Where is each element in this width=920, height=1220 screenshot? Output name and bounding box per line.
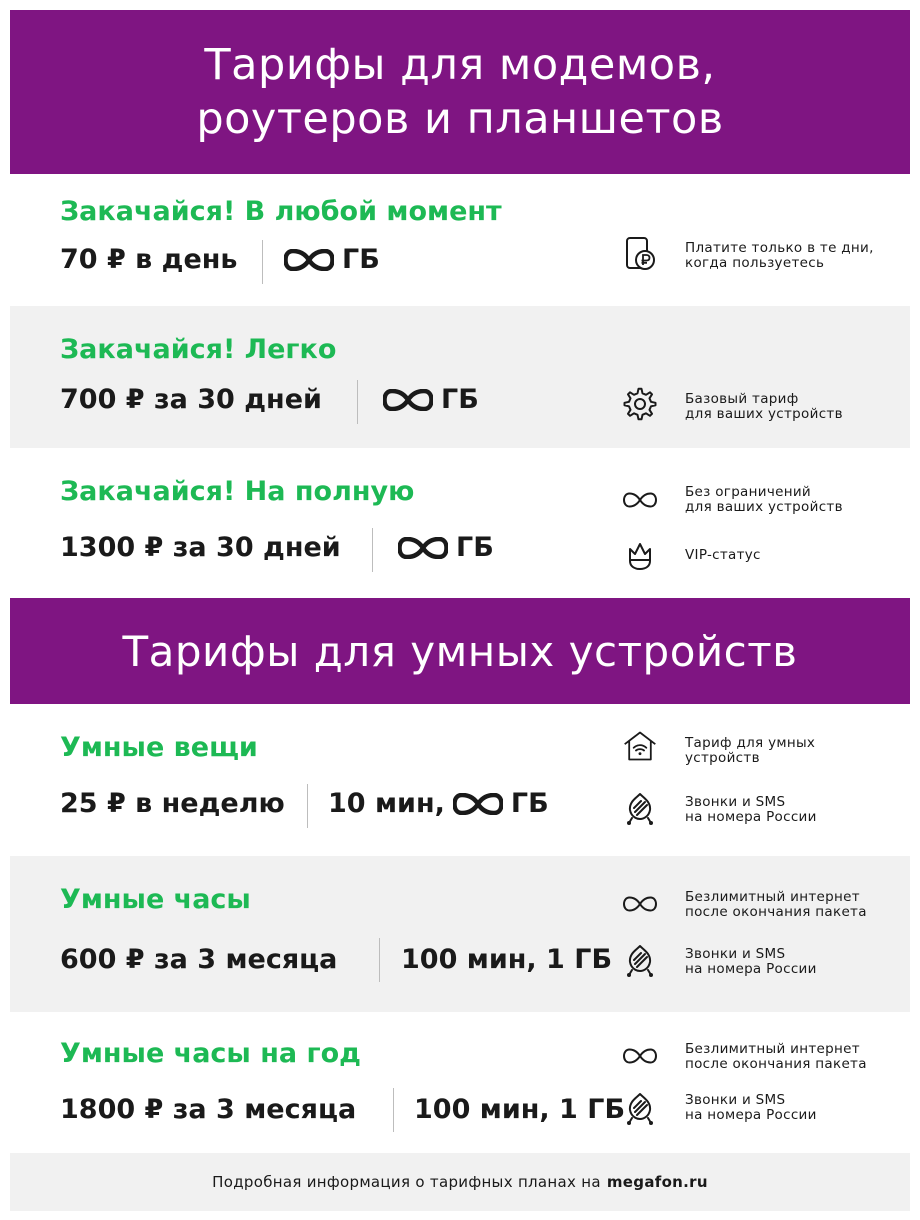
gear-icon	[622, 386, 658, 422]
infinity-icon	[622, 482, 658, 518]
tariff-price: 25 ₽ в неделю	[60, 788, 285, 819]
infinity-icon	[622, 886, 658, 922]
tariff-card-easy	[10, 306, 910, 448]
tariff-price: 700 ₽ за 30 дней	[60, 384, 322, 415]
crown-icon	[622, 537, 658, 573]
infinity-icon	[622, 1038, 658, 1074]
tariff-name: Умные часы на год	[60, 1038, 361, 1069]
infinity-icon	[398, 537, 448, 559]
divider	[357, 380, 358, 424]
tariff-volume: ГБ	[383, 384, 479, 415]
tariff-name: Умные вещи	[60, 732, 258, 763]
feature-text: Звонки и SMS на номера России	[685, 1092, 817, 1123]
tariff-volume: ГБ	[398, 532, 494, 563]
tariff-card-smart-things	[10, 704, 910, 856]
feature-text: Тариф для умных устройств	[685, 735, 816, 766]
phone-ruble-icon	[622, 236, 658, 272]
tariff-volume: 10 мин, ГБ	[328, 788, 549, 819]
infinity-icon	[453, 793, 503, 815]
tariff-volume: ГБ	[284, 244, 380, 275]
divider	[393, 1088, 394, 1132]
feature-text: Базовый тариф для ваших устройств	[685, 391, 843, 422]
tariff-price: 1800 ₽ за 3 месяца	[60, 1094, 357, 1125]
tariff-volume: 100 мин, 1 ГБ	[414, 1094, 626, 1125]
feature-text: Платите только в те дни, когда пользуетесь	[685, 240, 874, 271]
feature-text: Звонки и SMS на номера России	[685, 946, 817, 977]
infinity-icon	[383, 389, 433, 411]
section-title-line1: Тарифы для модемов,	[204, 40, 716, 90]
smart-home-icon	[622, 728, 658, 764]
section-banner-smart	[10, 598, 910, 704]
feature-text: Звонки и SMS на номера России	[685, 794, 817, 825]
tariff-name: Закачайся! Легко	[60, 334, 337, 365]
tariff-name: Закачайся! В любой момент	[60, 196, 502, 227]
tariff-name: Умные часы	[60, 884, 251, 915]
tariff-price: 600 ₽ за 3 месяца	[60, 944, 338, 975]
tariff-price: 1300 ₽ за 30 дней	[60, 532, 341, 563]
footer-note	[10, 1153, 910, 1211]
feature-text: Безлимитный интернет после окончания пакета	[685, 889, 867, 920]
tariff-volume: 100 мин, 1 ГБ	[401, 944, 613, 975]
tariff-card-full	[10, 448, 910, 598]
section-banner-modems	[10, 10, 910, 174]
calls-sms-icon	[622, 942, 658, 978]
feature-text: Безлимитный интернет после окончания пакета	[685, 1041, 867, 1072]
divider	[372, 528, 373, 572]
tariff-card-smart-watch	[10, 856, 910, 1012]
divider	[307, 784, 308, 828]
tariff-price: 70 ₽ в день	[60, 244, 238, 275]
section-title: Тарифы для умных устройств	[122, 626, 798, 676]
section-title-line2: роутеров и планшетов	[196, 94, 724, 144]
tariff-card-smart-watch-year	[10, 1012, 910, 1153]
tariff-card-any-time	[10, 174, 910, 306]
calls-sms-icon	[622, 790, 658, 826]
divider	[262, 240, 263, 284]
footer-text: Подробная информация о тарифных планах на	[212, 1173, 601, 1191]
tariff-name: Закачайся! На полную	[60, 476, 415, 507]
divider	[379, 938, 380, 982]
calls-sms-icon	[622, 1090, 658, 1126]
infinity-icon	[284, 249, 334, 271]
feature-text: Без ограничений для ваших устройств	[685, 484, 843, 515]
feature-text: VIP-статус	[685, 547, 761, 563]
footer-link[interactable]: megafon.ru	[606, 1173, 708, 1191]
